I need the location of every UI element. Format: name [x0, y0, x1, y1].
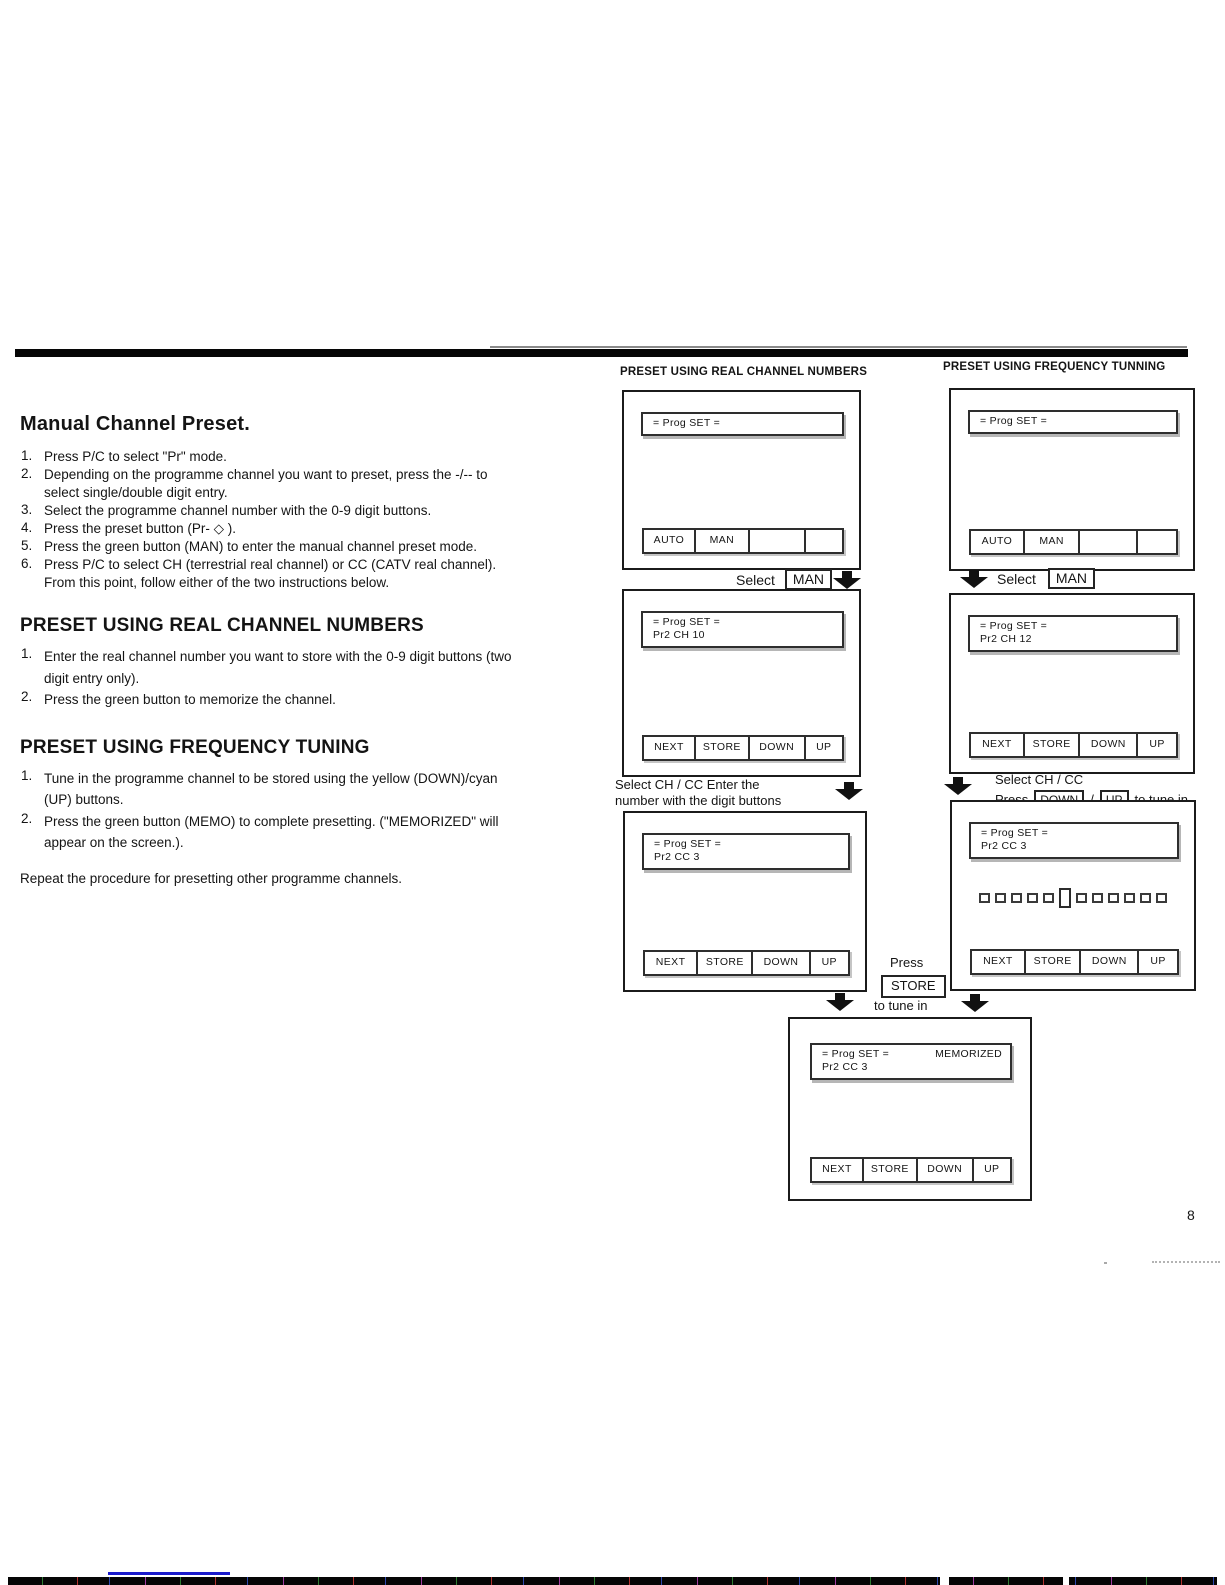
osd-button-up: UP	[1149, 738, 1165, 750]
tuning-square	[995, 893, 1006, 903]
osd-button-store: STORE	[696, 737, 750, 759]
osd-button-up: UP	[821, 956, 837, 968]
list-item	[20, 768, 610, 811]
item-text: Enter the real channel number you want to store with the 0-9 digit buttons (two	[44, 649, 512, 664]
osd-title: = Prog SET =	[980, 620, 1048, 632]
osd-button-next: NEXT	[972, 951, 1026, 973]
osd-title: = Prog SET =	[981, 827, 1049, 839]
osd-button-auto: AUTO	[644, 530, 696, 552]
osd-button-down: DOWN	[1081, 951, 1139, 973]
osd-button-next: NEXT	[971, 734, 1025, 756]
man-key-label: MAN	[785, 569, 832, 590]
repeat-note: Repeat the procedure for presetting other programme channels.	[20, 870, 402, 886]
page-number: 8	[1187, 1207, 1195, 1223]
frequency-tuning-steps	[20, 768, 610, 854]
item-text: Tune in the programme channel to be stored using the yellow (DOWN)/cyan	[44, 770, 498, 786]
list-item	[20, 448, 610, 466]
list-item	[20, 689, 610, 711]
top-rule	[15, 349, 1188, 357]
caption-select-man-right	[997, 568, 1095, 589]
caption-select: Select	[736, 571, 775, 588]
osd-button-blank	[806, 530, 842, 552]
osd-subtitle: Pr2 CH 12	[980, 633, 1032, 645]
osd-title-bar	[641, 412, 844, 436]
osd-title-bar	[810, 1043, 1012, 1080]
osd-title: = Prog SET =	[822, 1048, 890, 1060]
osd-button-down: DOWN	[753, 952, 810, 974]
item-number: 1.	[21, 767, 33, 783]
item-number: 1.	[21, 646, 33, 661]
osd-button-blank	[1138, 531, 1176, 553]
down-arrow-icon	[826, 993, 854, 1011]
osd-title-bar	[642, 833, 850, 870]
tuning-indicator	[979, 888, 1167, 908]
list-item	[20, 811, 610, 854]
item-number: 2.	[21, 810, 33, 826]
instructions-column	[20, 413, 610, 886]
down-arrow-icon	[835, 782, 863, 800]
osd-subtitle: Pr2 CH 10	[653, 629, 705, 641]
osd-button-store: STORE	[1025, 734, 1081, 756]
osd-button-up: UP	[984, 1163, 1000, 1175]
list-item	[20, 502, 610, 520]
item-text: Press the green button to memorize the channel.	[44, 692, 336, 707]
real-channel-steps	[20, 646, 610, 711]
list-item	[20, 520, 610, 538]
item-number: 2.	[21, 466, 33, 481]
osd-subtitle: Pr2 CC 3	[822, 1061, 868, 1073]
tuning-square	[1156, 893, 1167, 903]
item-number: 6.	[21, 556, 33, 571]
tuning-cursor	[1059, 888, 1071, 908]
osd-button-row	[969, 529, 1178, 555]
osd-button-up: UP	[816, 741, 832, 753]
item-number: 5.	[21, 538, 33, 553]
memorized-label: MEMORIZED	[935, 1048, 1002, 1060]
section-title-frequency-tuning: PRESET USING FREQUENCY TUNING	[20, 736, 370, 758]
list-item	[20, 466, 610, 502]
osd-screen-r3	[950, 800, 1196, 991]
item-number: 3.	[21, 502, 33, 517]
osd-button-next: NEXT	[645, 952, 698, 974]
list-item	[20, 556, 610, 592]
scan-speck	[1104, 1262, 1107, 1264]
item-text: Press P/C to select CH (terrestrial real channel) or CC (CATV real channel).	[44, 557, 497, 572]
caption-select: Select	[997, 570, 1036, 587]
item-text: select single/double digit entry.	[44, 485, 228, 500]
item-text: Select the programme channel number with the 0-9 digit buttons.	[44, 503, 432, 518]
diagram-col2-header: PRESET USING FREQUENCY TUNNING	[943, 361, 1166, 373]
item-text: digit entry only).	[44, 670, 140, 686]
caption-to-tune-in: to tune in	[874, 998, 928, 1013]
osd-button-auto: AUTO	[971, 531, 1025, 553]
scan-dotted-mark	[1152, 1261, 1220, 1263]
osd-title-bar	[968, 615, 1178, 652]
page-title: Manual Channel Preset.	[20, 413, 251, 435]
top-rule-shadow	[490, 346, 1187, 348]
osd-screen-l2	[622, 589, 861, 777]
osd-title: = Prog SET =	[654, 838, 722, 850]
osd-subtitle: Pr2 CC 3	[981, 840, 1027, 852]
tuning-square	[1140, 893, 1151, 903]
osd-title-bar	[968, 410, 1178, 434]
tuning-square	[1011, 893, 1022, 903]
osd-title-bar	[969, 822, 1179, 859]
bottom-scan-bar	[8, 1577, 1217, 1585]
item-number: 4.	[21, 520, 33, 535]
down-arrow-icon	[960, 570, 988, 588]
caption-line: number with the digit buttons	[615, 793, 782, 808]
tuning-square	[979, 893, 990, 903]
down-arrow-icon	[944, 777, 972, 795]
item-number: 2.	[21, 689, 33, 704]
osd-button-row	[970, 949, 1179, 975]
osd-button-next: NEXT	[812, 1159, 864, 1181]
osd-screen-memorized	[788, 1017, 1032, 1201]
caption-line: Select CH / CC	[995, 772, 1084, 787]
osd-button-row	[642, 528, 844, 554]
item-text: (UP) buttons.	[44, 792, 124, 807]
osd-button-row	[642, 735, 844, 761]
item-text: Depending on the programme channel you want to preset, press the -/-- to	[44, 467, 488, 482]
osd-button-store: STORE	[1026, 951, 1082, 973]
item-number: 1.	[21, 448, 33, 463]
osd-button-down: DOWN	[918, 1159, 974, 1181]
osd-button-up: UP	[1150, 955, 1166, 967]
man-key-label: MAN	[1048, 568, 1095, 589]
osd-button-row	[969, 732, 1178, 758]
caption-line: Select CH / CC Enter the	[615, 777, 760, 792]
item-text: Press P/C to select "Pr" mode.	[44, 449, 227, 464]
caption-select-chcc-left	[615, 777, 781, 809]
item-text: From this point, follow either of the two instructions below.	[44, 575, 390, 590]
section-title-real-channel: PRESET USING REAL CHANNEL NUMBERS	[20, 615, 424, 636]
list-item	[20, 646, 610, 689]
osd-button-down: DOWN	[1080, 734, 1138, 756]
caption-select-man-left	[736, 569, 832, 590]
down-arrow-icon	[961, 994, 989, 1012]
diagram-col1-header: PRESET USING REAL CHANNEL NUMBERS	[620, 366, 868, 378]
osd-button-row	[810, 1157, 1012, 1183]
blue-underline	[108, 1572, 230, 1575]
osd-screen-r1	[949, 388, 1195, 571]
osd-title: = Prog SET =	[980, 415, 1048, 427]
item-text: Press the preset button (Pr- ◇ ).	[44, 521, 236, 536]
osd-button-blank	[750, 530, 806, 552]
osd-button-blank	[1080, 531, 1138, 553]
store-key-text: STORE	[881, 975, 946, 998]
tuning-square	[1124, 893, 1135, 903]
item-text: Press the green button (MAN) to enter the manual channel preset mode.	[44, 539, 477, 554]
osd-screen-r2	[949, 593, 1195, 774]
osd-screen-l1	[622, 390, 861, 570]
osd-button-down: DOWN	[750, 737, 806, 759]
scan-bar-gap	[1063, 1577, 1069, 1585]
tuning-square	[1076, 893, 1087, 903]
osd-button-store: STORE	[698, 952, 753, 974]
osd-title-bar	[641, 611, 844, 648]
tuning-square	[1108, 893, 1119, 903]
osd-title: = Prog SET =	[653, 417, 721, 429]
store-key-label	[881, 975, 946, 998]
osd-screen-l3	[623, 811, 867, 992]
item-text: Press the green button (MEMO) to complete presetting. ("MEMORIZED" will	[44, 813, 499, 829]
osd-title: = Prog SET =	[653, 616, 721, 628]
list-item	[20, 538, 610, 556]
tuning-square	[1027, 893, 1038, 903]
caption-press: Press	[890, 955, 924, 970]
osd-button-man: MAN	[696, 530, 750, 552]
osd-button-next: NEXT	[644, 737, 696, 759]
item-text: appear on the screen.).	[44, 835, 184, 850]
osd-button-row	[643, 950, 850, 976]
down-arrow-icon	[833, 571, 861, 589]
tuning-square	[1043, 893, 1054, 903]
osd-button-man: MAN	[1025, 531, 1081, 553]
manual-preset-steps	[20, 448, 610, 592]
osd-subtitle: Pr2 CC 3	[654, 851, 700, 863]
tuning-square	[1092, 893, 1103, 903]
scan-bar-gap	[940, 1577, 949, 1585]
osd-button-store: STORE	[864, 1159, 918, 1181]
